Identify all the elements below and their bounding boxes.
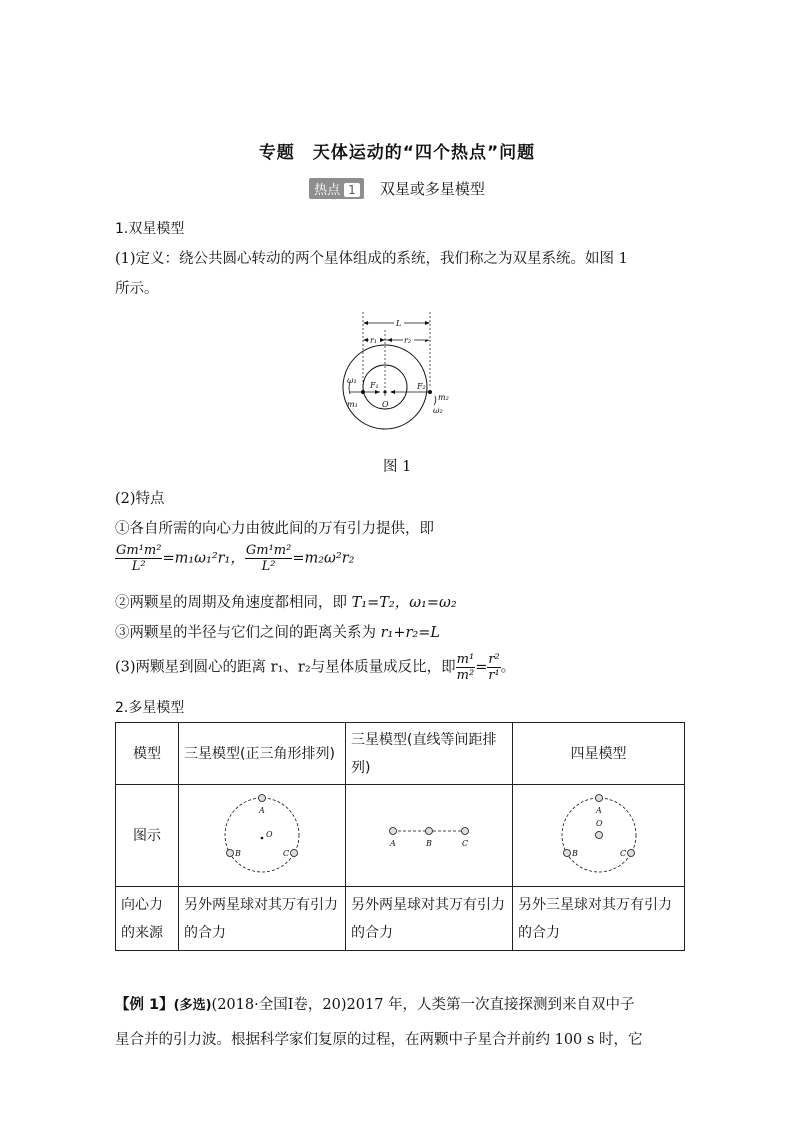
star-A (595, 794, 602, 801)
equation2-fraction (245, 543, 292, 574)
example-1 (115, 988, 685, 1057)
hotspot-heading (0, 178, 794, 199)
features-heading: (2)特点 (115, 491, 165, 507)
col-four: 四星模型 (513, 723, 685, 785)
label-A: A (390, 838, 396, 848)
center-point (261, 836, 264, 839)
equation1-fraction (115, 543, 162, 574)
eq2-denominator: L² (261, 559, 276, 574)
section1-heading: 1.双星模型 (115, 221, 185, 237)
feature-point1: ①各自所需的向心力由彼此间的万有引力提供，即 (115, 521, 434, 537)
equation2-rhs: =m₂ω²r₂ (292, 550, 355, 567)
label-r2: r₂ (404, 336, 412, 345)
label-omega1: ω₁ (347, 376, 357, 385)
definition-line1: (1)定义：绕公共圆心转动的两个星体组成的系统，我们称之为双星系统。如图 1 (115, 251, 628, 267)
section2-heading: 2.多星模型 (115, 700, 185, 716)
eq1-denominator: L² (131, 559, 146, 574)
label-C: C (619, 848, 626, 858)
star-m2 (428, 390, 432, 394)
label-C: C (462, 838, 469, 848)
star-O (595, 831, 602, 838)
label-r1: r₁ (370, 336, 378, 345)
star-C (462, 827, 469, 834)
mass-ratio (456, 652, 476, 683)
star-B (563, 849, 570, 856)
radius-ratio-numerator: r² (488, 652, 500, 667)
label-m2: m₂ (438, 393, 449, 402)
header-model: 模型 (116, 723, 179, 785)
label-O: O (266, 829, 273, 839)
radius-ratio (487, 652, 500, 683)
feature-point3 (115, 618, 440, 648)
radius-ratio-denominator: r¹ (488, 668, 500, 683)
label-A: A (595, 805, 602, 815)
gravity-equations (115, 543, 354, 574)
star-C (627, 849, 634, 856)
point4-text: (3)两颗星到圆心的距离 r₁、r₂与星体质量成反比，即 (115, 659, 456, 676)
figure-caption: 图 1 (383, 459, 412, 475)
source-four: 另外三星球对其万有引力的合力 (513, 887, 685, 951)
header-diagram: 图示 (116, 785, 179, 887)
multi-select-tag: (多选) (173, 998, 212, 1013)
star-B (426, 827, 433, 834)
label-omega2: ω₂ (433, 406, 443, 415)
col-line: 三星模型(直线等间距排列) (346, 723, 513, 785)
line-star-diagram (379, 786, 479, 876)
feature-point2 (115, 588, 457, 618)
page-title: 专题 天体运动的“四个热点”问题 (258, 143, 536, 163)
ratio-equals: = (475, 659, 488, 676)
star-C (291, 849, 298, 856)
eq2-numerator: Gm¹m² (245, 543, 292, 558)
example-line2: 星合并的引力波。根据科学家们复原的过程，在两颗中子星合并前约 100 s 时，它 (115, 1032, 643, 1048)
star-A (259, 794, 266, 801)
label-A: A (259, 805, 265, 815)
point2-math: T₁=T₂，ω₁=ω₂ (351, 595, 457, 611)
mass-ratio-numerator: m¹ (456, 652, 475, 667)
diagram-four (513, 785, 685, 887)
definition-line2: 所示。 (115, 281, 159, 297)
hotspot-badge-label: 热点 (314, 183, 341, 198)
four-star-diagram (549, 786, 649, 876)
center-O (383, 390, 386, 393)
example-line1: (2018·全国Ⅰ卷，20)2017 年，人类第一次直接探测到来自双中子 (211, 997, 635, 1013)
source-triangle: 另外两星球对其万有引力的合力 (179, 887, 346, 951)
triangle-star-diagram (212, 786, 312, 876)
source-line: 另外两星球对其万有引力的合力 (346, 887, 513, 951)
point3-math: r₁+r₂=L (380, 625, 441, 641)
hotspot-badge (309, 178, 364, 199)
table-row-model (116, 723, 685, 785)
mass-ratio-denominator: m² (456, 668, 475, 683)
diagram-line (346, 785, 513, 887)
label-m1: m₁ (347, 400, 358, 409)
label-B: B (571, 848, 578, 858)
star-m1 (361, 390, 365, 394)
eq1-numerator: Gm¹m² (116, 543, 162, 558)
ratio-end: 。 (500, 659, 516, 676)
label-O: O (595, 818, 603, 828)
table-row-source (116, 887, 685, 951)
feature-point4 (115, 652, 515, 683)
label-O: O (382, 400, 389, 409)
label-B: B (426, 838, 432, 848)
example-label: 【例 1】 (115, 997, 174, 1013)
star-B (227, 849, 234, 856)
header-source: 向心力的来源 (116, 887, 179, 951)
star-A (390, 827, 397, 834)
label-L: L (396, 319, 402, 328)
col-triangle: 三星模型(正三角形排列) (179, 723, 346, 785)
diagram-triangle (179, 785, 346, 887)
hotspot-badge-number: 1 (344, 183, 360, 197)
label-C: C (283, 848, 290, 858)
hotspot-title: 双星或多星模型 (379, 180, 485, 198)
point3-text: ③两颗星的半径与它们之间的距离关系为 (115, 625, 381, 641)
label-B: B (235, 848, 241, 858)
equation1-rhs: =m₁ω₁²r₁， (162, 550, 245, 567)
table-row-diagram (116, 785, 685, 887)
multi-star-table (115, 722, 685, 951)
point2-text: ②两颗星的周期及角速度都相同，即 (115, 595, 352, 611)
binary-star-figure (330, 312, 450, 442)
label-F1: F₁ (370, 381, 379, 390)
label-F2: F₂ (417, 382, 426, 391)
